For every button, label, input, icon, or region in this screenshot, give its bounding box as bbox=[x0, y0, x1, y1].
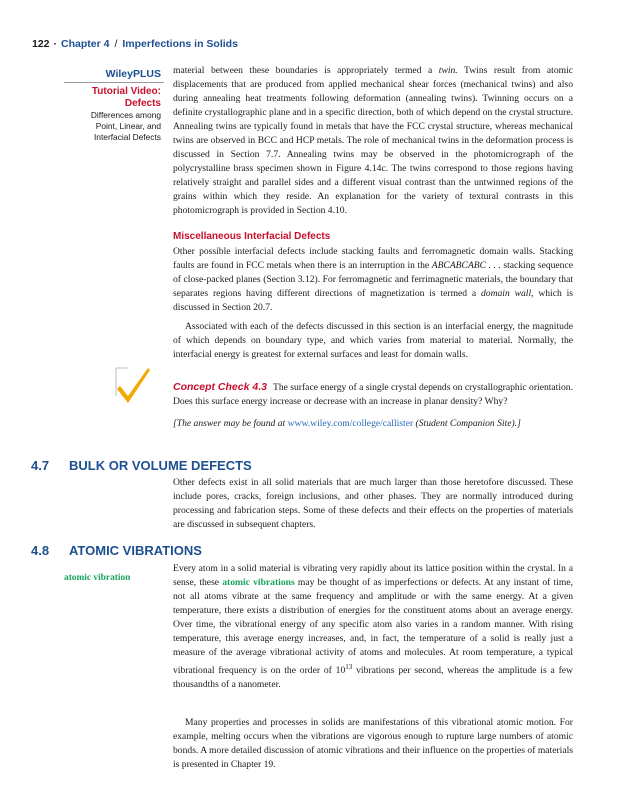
paragraph-atomic-vibrations bbox=[173, 562, 573, 692]
tutorial-subtitle bbox=[51, 110, 161, 143]
section-title: ATOMIC VIBRATIONS bbox=[69, 543, 202, 558]
paragraph-vibration-properties: Many properties and processes in solids are manifestations of this vibrational atomic motion. For example, melting occurs when the vibrations are vigorous enough to rupture large numbers of atomic bonds. A more detailed discussion of atomic vibrations and their influence on the properties of materials is presented in Chapter 19. bbox=[173, 717, 573, 770]
header-dot: · bbox=[53, 38, 58, 50]
answer-post: (Student Companion Site).] bbox=[413, 418, 521, 429]
checkmark-icon bbox=[114, 366, 154, 404]
paragraph-bulk-defects: Other defects exist in all solid materials that are much larger than those heretofore discussed. These include pores, cracks, foreign inclusions, and other phases. They are normally introduced during processing and fabrication steps. Some of these defects and their effects on the properties of materials are discussed in subsequent chapters. bbox=[173, 477, 573, 530]
para1-text-a: material between these boundaries is appropriately termed a bbox=[173, 65, 439, 76]
running-header bbox=[32, 38, 238, 50]
header-slash: / bbox=[114, 38, 118, 50]
answer-pre: [The answer may be found at bbox=[173, 418, 288, 429]
answer-link[interactable]: www.wiley.com/college/callister bbox=[287, 418, 414, 429]
tutorial-video-link[interactable] bbox=[51, 86, 161, 110]
exponent: 13 bbox=[345, 663, 353, 671]
misc-heading: Miscellaneous Interfacial Defects bbox=[173, 231, 331, 242]
page-number: 122 bbox=[32, 38, 50, 50]
sidebar-divider bbox=[64, 82, 164, 83]
term-domain-wall: domain wall, bbox=[480, 288, 534, 299]
section-heading-4-7 bbox=[31, 458, 252, 473]
vib-text-b: may be thought of as imperfections or defects. At any instant of time, not all atoms vibrate at the same frequency and amplitude or with the same energy. At a given temperature, there exists a distribution of energies for the constituent atoms about an average energy. Over time, the vibrational energy of any specific atom also varies in a random manner. With rising temperature, this average energy increases, and, in fact, the temperature of a solid is really just a measure of the average vibrational activity of atoms and molecules. At room temperature, a typical vibrational frequency is on the order of 10 bbox=[173, 577, 573, 677]
tutorial-sub-line1: Differences among bbox=[90, 110, 161, 120]
tutorial-sub-line3: Interfacial Defects bbox=[93, 132, 161, 142]
section-number: 4.8 bbox=[31, 543, 50, 558]
misc-text-b: stacking sequence of close-packed planes (Section 3.12). For ferromagnetic and ferrimagnetic materials, the boundary that separates regions having different directions of magnetization is termed a bbox=[173, 260, 573, 299]
misc-text-c: which is discussed in Section 20.7. bbox=[173, 288, 573, 313]
tutorial-sub-line2: Point, Linear, and bbox=[95, 121, 161, 131]
concept-check-title: Concept Check 4.3 bbox=[173, 381, 267, 393]
paragraph-twins bbox=[173, 64, 573, 218]
section-heading-4-8 bbox=[31, 543, 202, 558]
paragraph-interfacial-energy: Associated with each of the defects discussed in this section is an interfacial energy, the magnitude of which depends on boundary type, and which varies from material to material. Normally, the interfacial energy is greatest for external surfaces and least for domain walls. bbox=[173, 321, 573, 360]
concept-check-question: The surface energy of a single crystal depends on crystallographic orientation. Does this surface energy increase or decrease with an increase in planar density? Why? bbox=[173, 382, 574, 407]
chapter-title: Imperfections in Solids bbox=[122, 38, 238, 50]
para1-text-b: Twins result from atomic displacements that are produced from applied mechanical shear forces (mechanical twins) and also during annealing heat treatments following deformation (annealing twins). Twinning occurs on a definite crystallographic plane and in a specific direction, both of which depend on the crystal structure. Annealing twins are typically found in metals that have the FCC crystal structure, whereas mechanical twins are observed in BCC and HCP metals. The role of mechanical twins in the deformation process is discussed in Section 7.7. Annealing twins may be observed in the photomicrograph of the polycrystalline brass specimen shown in Figure 4.14c. The twins correspond to those regions having relatively straight and parallel sides and a different visual contrast than the untwinned regions of the grains within which they reside. An explanation for the variety of textural contrasts in this photomicrograph is provided in Section 4.10. bbox=[173, 65, 573, 216]
section-title: BULK OR VOLUME DEFECTS bbox=[69, 458, 252, 473]
paragraph-misc bbox=[173, 245, 573, 315]
tutorial-title-line2: Defects bbox=[124, 98, 161, 109]
section-number: 4.7 bbox=[31, 458, 50, 473]
wileyplus-label: WileyPLUS bbox=[105, 68, 161, 80]
term-atomic-vibrations: atomic vibrations bbox=[222, 577, 295, 588]
stacking-sequence: ABCABCABC . . . bbox=[431, 260, 501, 271]
term-twin: twin. bbox=[438, 65, 458, 76]
misc-text-a: Other possible interfacial defects include stacking faults and ferromagnetic domain walls. Stacking faults are found in FCC metals when there is an interruption in the bbox=[173, 246, 573, 271]
chapter-label: Chapter 4 bbox=[61, 38, 110, 50]
vib-text-c: vibrations per second, whereas the amplitude is a few thousandths of a nanometer. bbox=[173, 665, 573, 691]
concept-check-answer bbox=[173, 418, 521, 429]
vib-text-a: Every atom in a solid material is vibrating very rapidly about its lattice position within the crystal. In a sense, these bbox=[173, 563, 573, 588]
margin-glossary-term: atomic vibration bbox=[64, 573, 131, 583]
concept-check bbox=[173, 380, 573, 409]
tutorial-title-line1: Tutorial Video: bbox=[91, 86, 161, 97]
